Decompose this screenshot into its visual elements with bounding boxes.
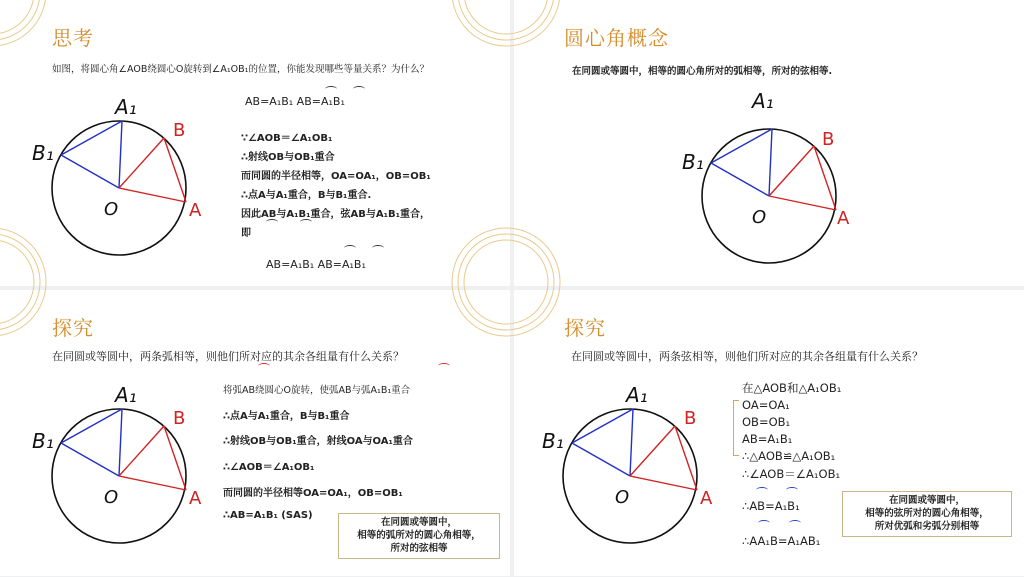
step-6: ∴∠AOB＝∠A₁OB₁ [742, 467, 841, 481]
step-5: 而同圆的半径相等OA=OA₁，OB=OB₁ [223, 488, 403, 499]
label-a1: A₁ [752, 89, 774, 113]
arc-mark [438, 363, 450, 369]
question-text: 在同圆或等圆中，两条弦相等，则他们所对应的其余各组量有什么关系？ [571, 350, 923, 363]
label-o: O [104, 199, 119, 220]
slide-title: 圆心角概念 [564, 26, 669, 50]
label-a1: A₁ [115, 95, 137, 119]
label-b: B [684, 408, 697, 429]
arc-mark [325, 86, 337, 92]
slide-thinking [0, 0, 510, 286]
label-o: O [104, 487, 119, 508]
arc-mark [786, 487, 798, 493]
step-2: ∴点A与A₁重合，B与B₁重合 [223, 411, 350, 422]
label-a1: A₁ [626, 383, 648, 407]
slide-central-angle-concept [514, 0, 1024, 286]
arc-mark [266, 219, 278, 225]
label-o: O [615, 487, 630, 508]
equality-top: AB=A₁B₁ AB=A₁B₁ [245, 95, 345, 108]
step-3: 而同圆的半径相等，OA=OA₁，OB=OB₁ [241, 171, 431, 182]
step-4: ∴∠AOB＝∠A₁OB₁ [223, 462, 315, 473]
arc-mark [758, 520, 770, 526]
circle-figure [32, 382, 220, 572]
step-1: 将弧AB绕圆心O旋转，使弧AB与弧A₁B₁重合 [223, 385, 411, 396]
label-a: A [700, 488, 713, 509]
label-a1: A₁ [115, 383, 137, 407]
arc-mark [344, 245, 356, 251]
conclusion-box [338, 513, 500, 559]
circle-figure [542, 382, 722, 572]
conclusion-line: 相等的弦所对的圆心角相等， [865, 508, 989, 519]
label-a: A [189, 200, 202, 221]
step-5: 因此AB与A₁B₁重合，弦AB与A₁B₁重合， [241, 209, 430, 220]
slide-title: 探究 [52, 316, 94, 340]
step-7: ∴AB=A₁B₁ [742, 499, 800, 513]
circle-figure [684, 84, 864, 279]
concept-statement: 在同圆或等圆中，相等的圆心角所对的弧相等，所对的弦相等. [572, 66, 833, 77]
question-text: 如图，将圆心角∠AOB绕圆心O旋转到∠A₁OB₁的位置，你能发现哪些等量关系？为什么？ [52, 64, 429, 75]
label-b: B [173, 408, 186, 429]
slide-explore-arcs [0, 290, 510, 576]
conclusion-line: 在同圆或等圆中， [888, 495, 965, 506]
label-b1: B₁ [32, 429, 54, 453]
question-text: 在同圆或等圆中，两条弧相等，则他们所对应的其余各组量有什么关系？ [52, 350, 404, 363]
slide-title: 思考 [52, 26, 94, 50]
conclusion-line: 所对优弧和劣弧分别相等 [874, 521, 980, 532]
step-3: OB=OB₁ [742, 415, 791, 429]
arc-mark [300, 219, 312, 225]
conclusion-line: 相等的弧所对的圆心角相等， [357, 530, 481, 541]
slide-explore-chords [514, 290, 1024, 576]
step-1: 在△AOB和△A₁OB₁ [742, 381, 842, 395]
step-4: ∴点A与A₁重合，B与B₁重合. [241, 190, 372, 201]
label-o: O [752, 207, 767, 228]
step-4: AB=A₁B₁ [742, 432, 793, 446]
label-a: A [189, 488, 202, 509]
arc-mark [353, 86, 365, 92]
label-a: A [837, 208, 850, 229]
arc-mark [789, 520, 801, 526]
label-b: B [173, 120, 186, 141]
label-b1: B₁ [682, 150, 704, 174]
step-5: ∴△AOB≌△A₁OB₁ [742, 449, 836, 463]
step-3: ∴射线OB与OB₁重合，射线OA与OA₁重合 [223, 436, 413, 447]
label-b1: B₁ [542, 429, 564, 453]
conclusion-line: 所对的弦相等 [390, 543, 448, 554]
conclusion-line: 在同圆或等圆中， [380, 517, 457, 528]
label-b: B [822, 129, 835, 150]
condition-brace [733, 400, 739, 456]
step-2: OA=OA₁ [742, 398, 790, 412]
circle-figure [32, 94, 220, 274]
arc-mark [756, 487, 768, 493]
step-2: ∴射线OB与OB₁重合 [241, 152, 335, 163]
step-8: ∴AA₁B=A₁AB₁ [742, 534, 821, 548]
conclusion-box [842, 491, 1012, 537]
arc-mark [372, 245, 384, 251]
step-6: 即 [241, 228, 251, 239]
label-b1: B₁ [32, 141, 54, 165]
slide-title: 探究 [564, 316, 606, 340]
arc-mark [258, 363, 270, 369]
equality-bottom: AB=A₁B₁ AB=A₁B₁ [266, 258, 366, 271]
step-1: ∵∠AOB＝∠A₁OB₁ [241, 133, 333, 144]
step-6: ∴AB=A₁B₁ (SAS) [223, 510, 313, 521]
